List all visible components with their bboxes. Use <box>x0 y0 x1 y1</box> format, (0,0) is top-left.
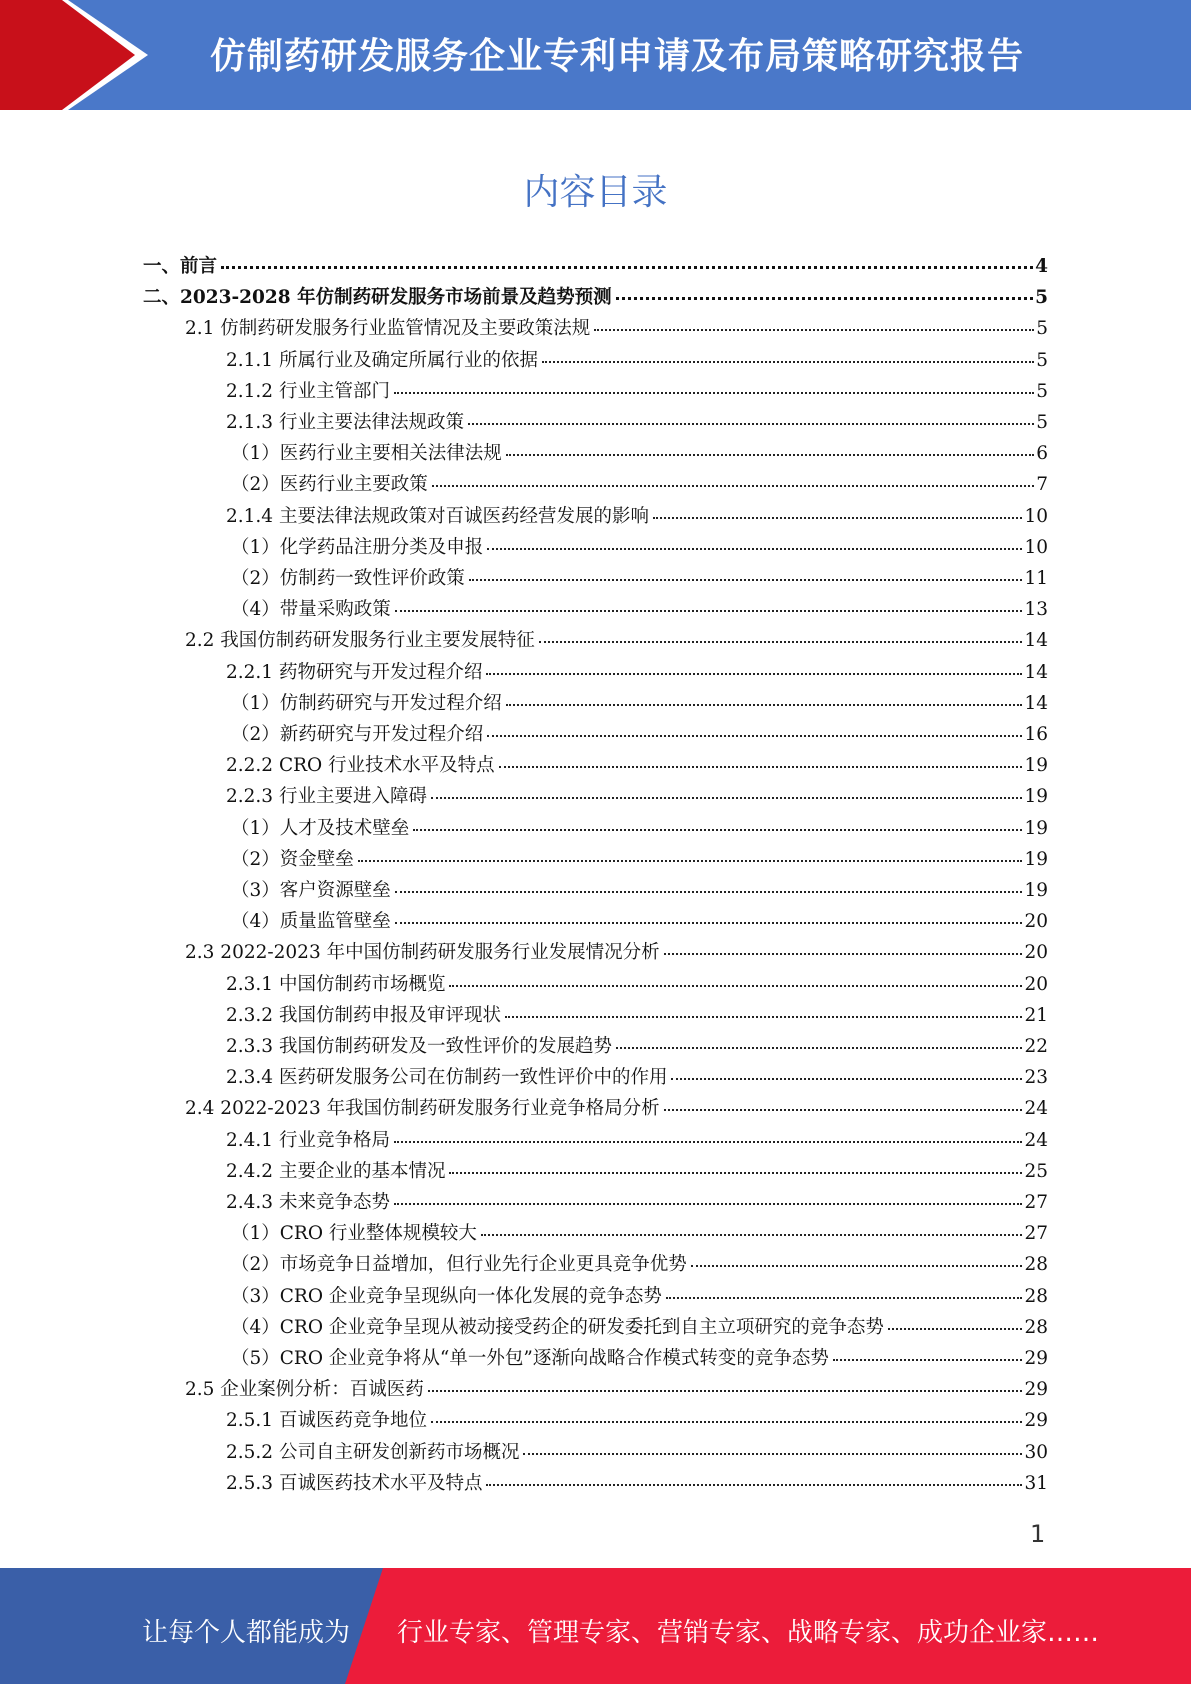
dot-leader <box>469 576 1023 581</box>
toc-entry[interactable] <box>226 785 1048 809</box>
dot-leader <box>506 701 1023 706</box>
toc-entry-label: （3）CRO 企业竞争呈现纵向一体化发展的竞争态势 <box>231 1285 662 1307</box>
toc-entry-page: 24 <box>1024 1129 1048 1151</box>
toc-entry-page: 20 <box>1024 942 1048 964</box>
toc-entry-page: 29 <box>1024 1379 1048 1401</box>
toc-entry-label: 2.1.3 行业主要法律法规政策 <box>226 412 464 433</box>
dot-leader <box>394 1200 1022 1205</box>
toc-entry[interactable] <box>185 1097 1048 1121</box>
toc-entry[interactable] <box>231 910 1048 934</box>
toc-entry-page: 5 <box>1036 318 1048 340</box>
toc-entry-page: 27 <box>1024 1192 1048 1213</box>
toc-entry-label: 2.2 我国仿制药研发服务行业主要发展特征 <box>185 630 535 652</box>
toc-entry-page: 5 <box>1036 380 1048 402</box>
toc-entry[interactable] <box>231 1316 1048 1340</box>
toc-entry[interactable] <box>226 661 1048 685</box>
toc-entry[interactable] <box>231 879 1048 903</box>
toc-entry-label: （2）市场竞争日益增加，但行业先行企业更具竞争优势 <box>231 1254 687 1276</box>
toc-entry-page: 11 <box>1024 568 1048 589</box>
dot-leader <box>481 1231 1023 1236</box>
toc-entry-page: 14 <box>1024 692 1048 714</box>
toc-entry-page: 5 <box>1036 412 1048 433</box>
toc-entry-page: 5 <box>1035 287 1048 309</box>
dot-leader <box>449 1169 1022 1174</box>
dot-leader <box>468 420 1034 425</box>
dot-leader <box>653 514 1022 519</box>
toc-entry[interactable] <box>226 505 1048 529</box>
dot-leader <box>539 638 1023 643</box>
dot-leader <box>431 1418 1022 1423</box>
dot-leader <box>671 1075 1022 1080</box>
toc-entry-label: （2）新药研究与开发过程介绍 <box>231 724 484 745</box>
toc-entry-label: 2.4.3 未来竞争态势 <box>226 1192 390 1213</box>
toc-entry[interactable] <box>226 380 1048 404</box>
dot-leader <box>394 389 1034 394</box>
toc-entry-label: 2.3.2 我国仿制药申报及审评现状 <box>226 1004 501 1026</box>
toc-entry-label: 2.5.1 百诚医药竞争地位 <box>226 1410 427 1432</box>
toc-entry-page: 19 <box>1024 786 1048 808</box>
toc-entry-page: 7 <box>1036 474 1048 496</box>
toc-entry-label: 2.1.1 所属行业及确定所属行业的依据 <box>226 349 538 371</box>
toc-entry[interactable] <box>226 1004 1048 1028</box>
dot-leader <box>506 451 1034 456</box>
toc-entry-page: 5 <box>1036 349 1048 371</box>
dot-leader <box>358 857 1023 862</box>
toc-entry-label: （5）CRO 企业竞争将从“单一外包”逐渐向战略合作模式转变的竞争态势 <box>231 1348 829 1369</box>
toc-entry[interactable] <box>231 536 1048 560</box>
dot-leader <box>487 732 1022 737</box>
toc-entry-label: 2.5.3 百诚医药技术水平及特点 <box>226 1472 483 1494</box>
dot-leader <box>523 1450 1022 1455</box>
toc-entry-page: 20 <box>1024 911 1048 933</box>
toc-entry-label: 2.3 2022-2023 年中国仿制药研发服务行业发展情况分析 <box>185 942 660 964</box>
toc-entry-label: 2.1.4 主要法律法规政策对百诚医药经营发展的影响 <box>226 505 649 527</box>
toc-entry-label: （1）医药行业主要相关法律法规 <box>231 443 502 465</box>
toc-entry-page: 4 <box>1035 256 1048 277</box>
toc-entry-page: 29 <box>1024 1348 1048 1369</box>
toc-entry[interactable] <box>185 1378 1048 1402</box>
toc-entry[interactable] <box>143 286 1048 310</box>
toc-entry[interactable] <box>226 411 1048 435</box>
toc-entry-label: （2）仿制药一致性评价政策 <box>231 568 465 589</box>
toc-entry[interactable] <box>226 1409 1048 1433</box>
toc-entry-label: 2.3.3 我国仿制药研发及一致性评价的发展趋势 <box>226 1036 612 1057</box>
toc-entry[interactable] <box>231 1285 1048 1309</box>
toc-entry-page: 10 <box>1024 536 1048 558</box>
dot-leader <box>594 326 1034 331</box>
toc-entry-page: 20 <box>1024 973 1048 995</box>
toc-entry-label: （1）CRO 行业整体规模较大 <box>231 1223 477 1245</box>
toc-entry[interactable] <box>185 317 1048 341</box>
toc-entry-page: 30 <box>1024 1441 1048 1463</box>
toc-entry-label: 2.3.1 中国仿制药市场概览 <box>226 973 446 995</box>
toc-entry-label: （1）人才及技术壁垒 <box>231 817 410 839</box>
toc-entry-page: 19 <box>1024 755 1048 777</box>
dot-leader <box>664 950 1023 955</box>
toc-entry-page: 19 <box>1024 817 1048 839</box>
toc-entry[interactable] <box>226 1035 1048 1059</box>
toc-entry-page: 14 <box>1024 630 1048 652</box>
dot-leader <box>431 794 1022 799</box>
toc-entry[interactable] <box>226 1191 1048 1215</box>
toc-entry-page: 19 <box>1024 848 1048 870</box>
toc-entry-page: 28 <box>1024 1316 1048 1338</box>
toc-entry-page: 29 <box>1024 1410 1048 1432</box>
toc-entry[interactable] <box>231 442 1048 466</box>
toc-entry-label: 2.2.3 行业主要进入障碍 <box>226 786 427 808</box>
toc-entry-page: 14 <box>1024 661 1048 683</box>
dot-leader <box>432 482 1034 487</box>
toc-entry[interactable] <box>226 1160 1048 1184</box>
toc-entry-label: 2.4 2022-2023 年我国仿制药研发服务行业竞争格局分析 <box>185 1098 660 1120</box>
dot-leader <box>833 1356 1023 1361</box>
toc-entry[interactable] <box>143 255 1048 279</box>
toc-entry-page: 28 <box>1024 1254 1048 1276</box>
toc-entry[interactable] <box>226 349 1048 373</box>
dot-leader <box>499 763 1023 768</box>
header-band <box>0 0 1191 110</box>
dot-leader <box>413 826 1022 831</box>
page-number: 1 <box>1030 1520 1046 1548</box>
toc-entry-label: （3）客户资源壁垒 <box>231 880 391 901</box>
footer-slogan-left: 让每个人都能成为 <box>142 1618 351 1648</box>
toc-entry-label: 2.1.2 行业主管部门 <box>226 380 390 402</box>
toc-entry-label: （2）资金壁垒 <box>231 848 354 870</box>
toc-entry-label: 2.4.1 行业竞争格局 <box>226 1129 390 1151</box>
toc-entry-page: 27 <box>1024 1223 1048 1245</box>
toc-entry-label: 2.5.2 公司自主研发创新药市场概况 <box>226 1441 520 1463</box>
toc-entry-page: 28 <box>1024 1285 1048 1307</box>
dot-leader <box>487 545 1022 550</box>
toc-entry-label: （4）带量采购政策 <box>231 599 391 621</box>
toc-entry-label: 二、2023-2028 年仿制药研发服务市场前景及趋势预测 <box>143 287 612 309</box>
toc-entry-label: （1）仿制药研究与开发过程介绍 <box>231 692 502 714</box>
toc-entry-label: 2.3.4 医药研发服务公司在仿制药一致性评价中的作用 <box>226 1067 668 1089</box>
toc-entry-label: （1）化学药品注册分类及申报 <box>231 536 484 558</box>
toc-entry[interactable] <box>226 1441 1048 1465</box>
footer-band <box>0 1568 1191 1684</box>
toc-entry[interactable] <box>185 941 1048 965</box>
toc-entry[interactable] <box>231 1222 1048 1246</box>
dot-leader <box>616 294 1034 300</box>
footer-slogan-right: 行业专家、管理专家、营销专家、战略专家、成功企业家…… <box>397 1618 1100 1648</box>
toc-entry[interactable] <box>231 1253 1048 1277</box>
toc-entry[interactable] <box>231 598 1048 622</box>
dot-leader <box>395 919 1023 924</box>
toc-entry-label: 2.2.2 CRO 行业技术水平及特点 <box>226 755 495 777</box>
toc-entry-page: 24 <box>1024 1098 1048 1120</box>
toc-entry[interactable] <box>231 817 1048 841</box>
dot-leader <box>428 1387 1023 1392</box>
dot-leader <box>542 358 1034 363</box>
toc-entry-label: 2.2.1 药物研究与开发过程介绍 <box>226 661 483 683</box>
toc-heading: 内容目录 <box>523 172 668 213</box>
dot-leader <box>691 1262 1023 1267</box>
toc-entry[interactable] <box>226 754 1048 778</box>
toc-entry-label: 一、前言 <box>143 256 218 277</box>
dot-leader <box>395 888 1023 893</box>
toc-entry-page: 13 <box>1024 599 1048 621</box>
toc-entry-page: 23 <box>1024 1067 1048 1089</box>
toc-entry-page: 16 <box>1024 724 1048 745</box>
dot-leader <box>505 1013 1022 1018</box>
toc-entry-label: （4）CRO 企业竞争呈现从被动接受药企的研发委托到自主立项研究的竞争态势 <box>231 1316 884 1338</box>
toc-entry[interactable] <box>226 1472 1048 1496</box>
dot-leader <box>394 1138 1022 1143</box>
toc-entry-label: 2.1 仿制药研发服务行业监管情况及主要政策法规 <box>185 318 591 340</box>
toc-entry[interactable] <box>231 1347 1048 1371</box>
dot-leader <box>888 1325 1023 1330</box>
toc-entry-page: 21 <box>1024 1004 1048 1026</box>
toc-entry[interactable] <box>231 723 1048 747</box>
dot-leader <box>664 1106 1023 1111</box>
toc-entry[interactable] <box>226 1066 1048 1090</box>
toc-entry-page: 10 <box>1024 505 1048 527</box>
toc-entry[interactable] <box>231 692 1048 716</box>
dot-leader <box>616 1044 1022 1049</box>
toc-entry-page: 6 <box>1036 443 1048 465</box>
toc-entry-page: 31 <box>1024 1472 1048 1494</box>
toc-entry[interactable] <box>226 1129 1048 1153</box>
toc-entry-page: 25 <box>1024 1160 1048 1182</box>
report-title: 仿制药研发服务企业专利申请及布局策略研究报告 <box>210 36 1025 77</box>
dot-leader <box>449 982 1022 987</box>
toc-entry-page: 19 <box>1024 880 1048 901</box>
toc-entry-label: 2.5 企业案例分析：百诚医药 <box>185 1379 424 1401</box>
dot-leader <box>486 670 1022 675</box>
toc-entry[interactable] <box>185 629 1048 653</box>
toc-entry[interactable] <box>231 848 1048 872</box>
toc-entry-label: （4）质量监管壁垒 <box>231 911 391 933</box>
toc-entry-page: 22 <box>1024 1036 1048 1057</box>
dot-leader <box>395 607 1023 612</box>
toc-entry[interactable] <box>231 567 1048 591</box>
dot-leader <box>221 263 1033 269</box>
toc-entry[interactable] <box>231 473 1048 497</box>
dot-leader <box>666 1294 1023 1299</box>
dot-leader <box>486 1481 1022 1486</box>
toc-entry[interactable] <box>226 973 1048 997</box>
toc-entry-label: 2.4.2 主要企业的基本情况 <box>226 1160 446 1182</box>
toc-entry-label: （2）医药行业主要政策 <box>231 474 428 496</box>
